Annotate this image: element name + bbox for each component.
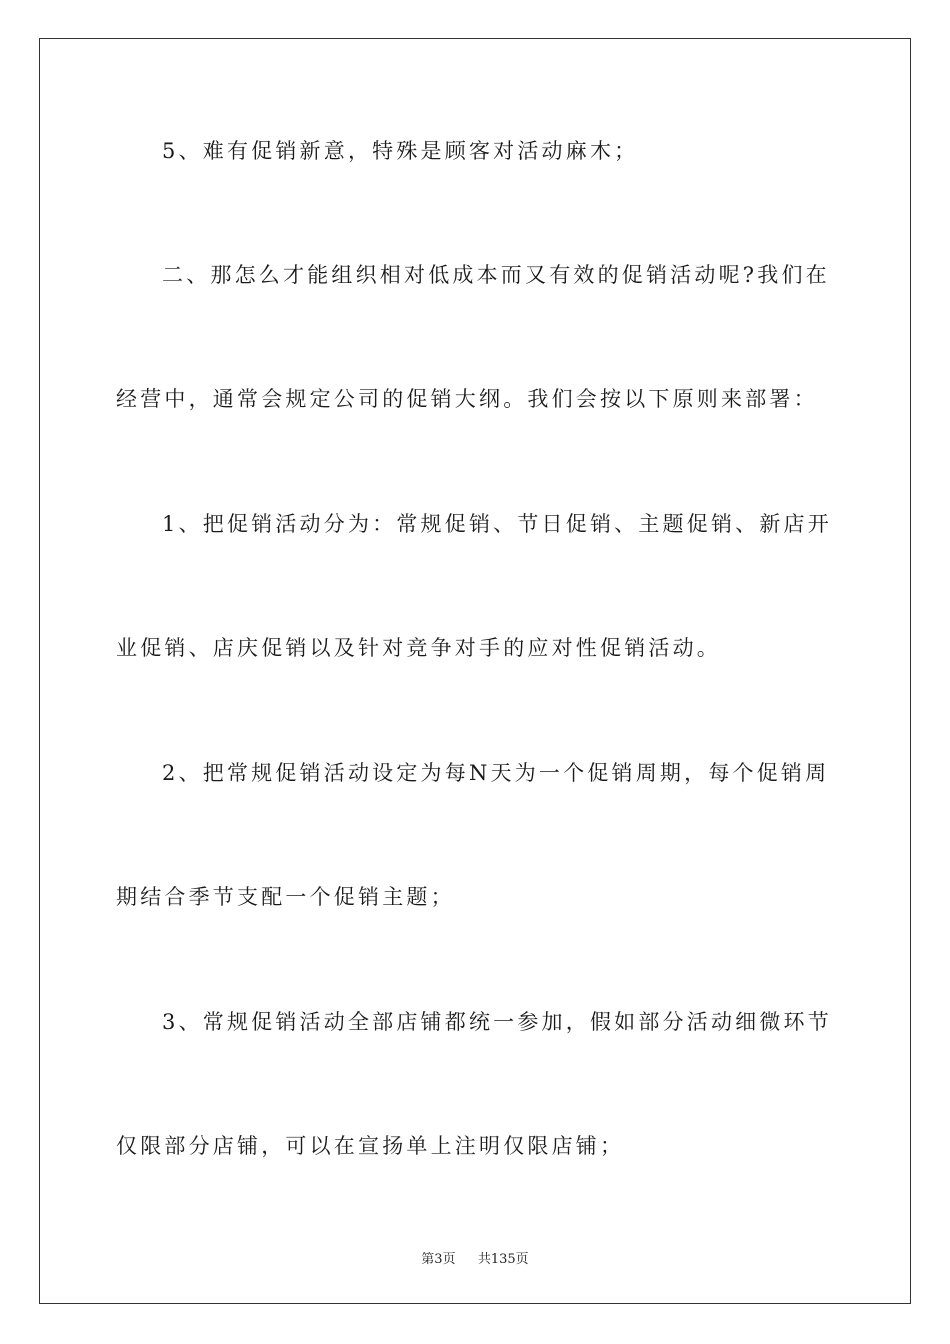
paragraph-line: 经营中，通常会规定公司的促销大纲。我们会按以下原则来部署： [116, 387, 818, 411]
paragraph-line: 3、常规促销活动全部店铺都统一参加，假如部分活动细微环节 [162, 1010, 832, 1034]
page-footer [0, 1248, 950, 1267]
paragraph-line: 二、那怎么才能组织相对低成本而又有效的促销活动呢?我们在 [162, 263, 830, 287]
paragraph-line: 仅限部分店铺，可以在宣扬单上注明仅限店铺； [116, 1134, 625, 1158]
total-pages: 共135页 [477, 1252, 529, 1267]
paragraph-line: 期结合季节支配一个促销主题； [116, 885, 455, 909]
page-border [39, 38, 911, 1304]
page-number: 第3页 [421, 1252, 456, 1267]
paragraph-line: 1、把促销活动分为：常规促销、节日促销、主题促销、新店开 [162, 512, 832, 536]
paragraph-line: 5、难有促销新意，特殊是顾客对活动麻木； [162, 139, 639, 163]
paragraph-line: 业促销、店庆促销以及针对竞争对手的应对性促销活动。 [116, 636, 721, 660]
paragraph-line: 2、把常规促销活动设定为每N天为一个促销周期，每个促销周 [162, 761, 830, 785]
